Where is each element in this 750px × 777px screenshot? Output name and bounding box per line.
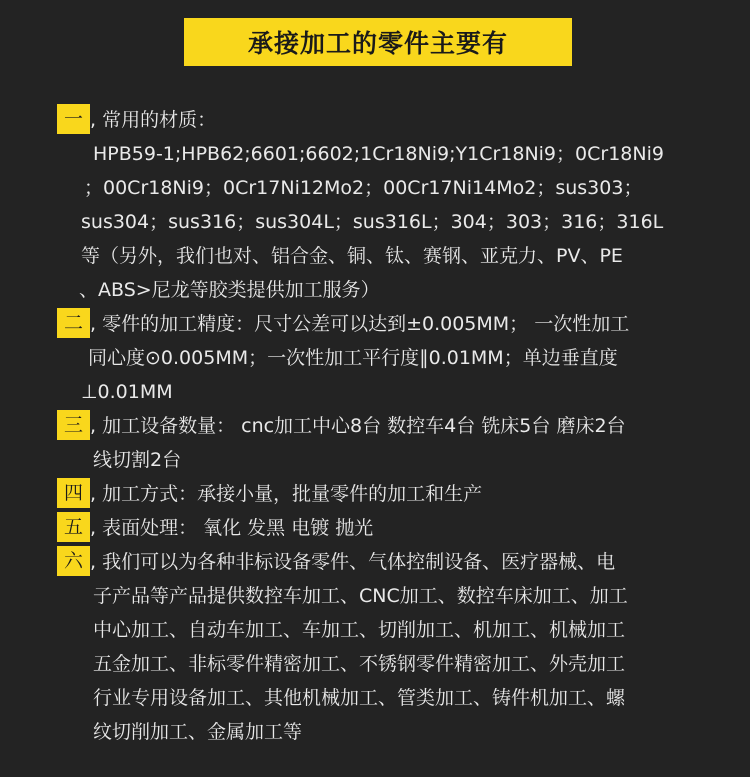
text-line: , 常用的材质： xyxy=(90,109,217,131)
section-number: 五 xyxy=(57,512,90,542)
text-line: ；00Cr18Ni9；0Cr17Ni12Mo2；00Cr17Ni14Mo2；sus303； xyxy=(84,177,643,199)
text-line: 行业专用设备加工、其他机械加工、管类加工、铸件机加工、螺 xyxy=(93,687,626,709)
text-line: 等（另外，我们也对、铝合金、铜、钛、赛钢、亚克力、PV、PE xyxy=(81,245,623,267)
section-number: 二 xyxy=(57,308,90,338)
text-line: 子产品等产品提供数控车加工、CNC加工、数控车床加工、加工 xyxy=(93,585,628,607)
text-line: 中心加工、自动车加工、车加工、切削加工、机加工、机械加工 xyxy=(93,619,626,641)
text-line: , 零件的加工精度：尺寸公差可以达到±0.005MM； 一次性加工 xyxy=(90,313,630,335)
text-line: HPB59-1;HPB62;6601;6602;1Cr18Ni9;Y1Cr18Ni9；0Cr18Ni9 xyxy=(93,143,664,165)
title-banner xyxy=(184,18,572,66)
text-line: 五金加工、非标零件精密加工、不锈钢零件精密加工、外壳加工 xyxy=(93,653,626,675)
text-line: , 表面处理： 氧化 发黑 电镀 抛光 xyxy=(90,517,374,539)
text-line: 、ABS>尼龙等胶类提供加工服务） xyxy=(79,279,380,301)
section-number: 四 xyxy=(57,478,90,508)
text-line: ⊥0.01MM xyxy=(81,381,173,403)
text-line: 同心度⊙0.005MM；一次性加工平行度∥0.01MM；单边垂直度 xyxy=(88,347,618,369)
section-number: 一 xyxy=(57,104,90,134)
section-number: 六 xyxy=(57,546,90,576)
page-title: 承接加工的零件主要有 xyxy=(247,29,508,58)
text-line: sus304；sus316；sus304L；sus316L；304；303；316；316L xyxy=(81,211,664,233)
text-line: , 加工方式：承接小量，批量零件的加工和生产 xyxy=(90,483,483,505)
text-line: , 加工设备数量： cnc加工中心8台 数控车4台 铣床5台 磨床2台 xyxy=(90,415,626,437)
text-line: 线切割2台 xyxy=(93,449,182,471)
text-line: , 我们可以为各种非标设备零件、气体控制设备、医疗器械、电 xyxy=(90,551,616,573)
text-line: 纹切削加工、金属加工等 xyxy=(93,721,303,743)
section-number: 三 xyxy=(57,410,90,440)
